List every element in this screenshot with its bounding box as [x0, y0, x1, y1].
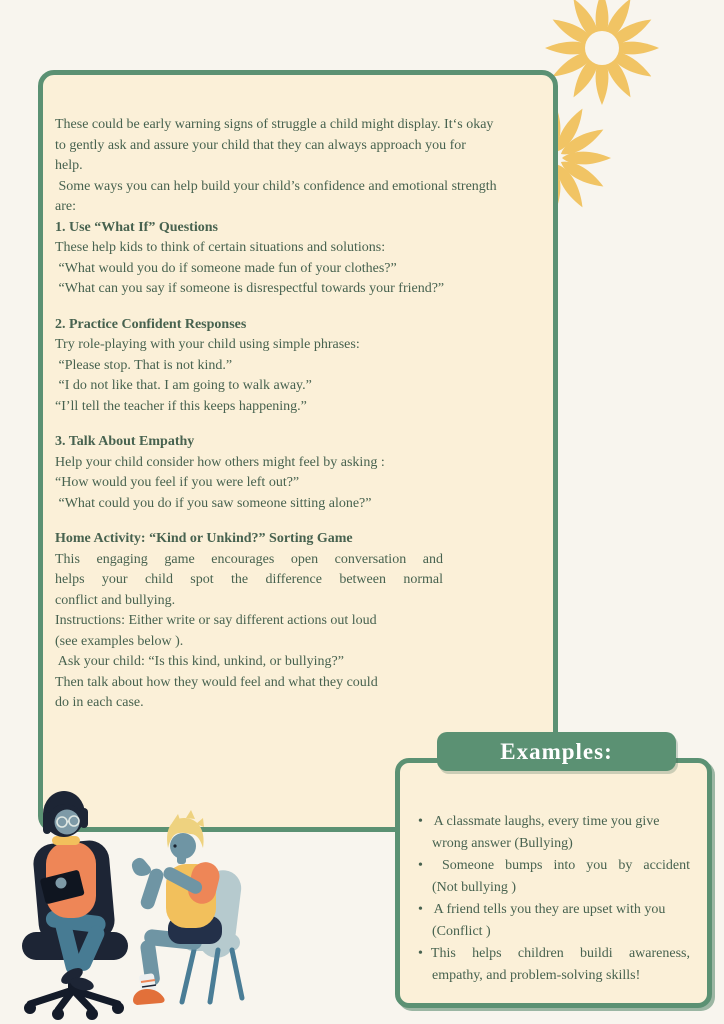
examples-card [395, 758, 712, 1008]
text-line-p: Try role-playing with your child using simple phrases: [55, 337, 360, 352]
text-line-p: are: [55, 199, 76, 214]
text-line-p: to gently ask and assure your child that they can always approach you for [55, 137, 466, 153]
text-line-p: “Please stop. That is not kind.” [55, 357, 233, 373]
examples-title: Examples: [500, 738, 613, 764]
text-line-p: “I’ll tell the teacher if this keeps happening.” [55, 398, 307, 414]
examples-title-bar [437, 732, 676, 771]
example-line-bc: (Conflict ) [432, 924, 491, 939]
example-line-bc: empathy, and problem-solving skills! [432, 968, 641, 983]
text-line-p: Then talk about how they would feel and what they could [55, 674, 378, 690]
text-line-p: Ask your child: “Is this kind, unkind, or bullying?” [55, 654, 344, 669]
text-line-bold: Home Activity: “Kind or Unkind?” Sorting Game [55, 531, 353, 546]
text-line-p: do in each case. [55, 695, 144, 710]
text-line-bold: 3. Talk About Empathy [55, 434, 195, 449]
text-line-p: “What would you do if someone made fun of your clothes?” [55, 260, 397, 276]
example-line-bj: • This helps children buildi awareness, [418, 943, 690, 965]
text-line-gap [55, 514, 549, 529]
text-line-gap [55, 417, 549, 432]
examples-list [418, 811, 695, 987]
text-line-gap [55, 300, 549, 315]
text-line-pj: helps your child spot the difference between normal [55, 572, 443, 587]
text-line-pj: This engaging game encourages open conversation and [55, 551, 443, 567]
text-line-bold: 1. Use “What If” Questions [55, 219, 218, 235]
child-figure [132, 810, 223, 1005]
main-card [38, 70, 558, 832]
text-line-p: Instructions: Either write or say different actions out loud [55, 613, 377, 628]
example-line-bc: wrong answer (Bullying) [432, 836, 573, 851]
text-line-p: These could be early warning signs of struggle a child might display. It‘s okay [55, 117, 494, 132]
text-line-p: (see examples below ). [55, 633, 184, 649]
counselor-talking-with-child-illustration [6, 786, 258, 1020]
text-line-p: “How would you feel if you were left out?” [55, 475, 300, 490]
flower-center [585, 31, 619, 65]
sunflower-icon [540, 0, 724, 262]
example-line-bj: • Someone bumps into you by accident [418, 855, 690, 877]
guide-content [55, 115, 549, 714]
text-line-bold: 2. Practice Confident Responses [55, 316, 247, 332]
text-line-p: Help your child consider how others might feel by asking : [55, 454, 385, 470]
text-line-p: These help kids to think of certain situations and solutions: [55, 240, 386, 255]
text-line-p: help. [55, 158, 83, 173]
example-line-b: • A classmate laughs, every time you give [418, 811, 695, 833]
text-line-p: “I do not like that. I am going to walk away.” [55, 378, 312, 393]
text-line-p: “What can you say if someone is disrespectful towards your friend?” [55, 281, 445, 296]
example-line-bc: (Not bullying ) [432, 880, 516, 895]
text-line-p: conflict and bullying. [55, 592, 176, 608]
example-line-b: • A friend tells you they are upset with you [418, 899, 695, 921]
text-line-p: Some ways you can help build your child’s confidence and emotional strength [55, 178, 497, 194]
text-line-p: “What could you do if you saw someone sitting alone?” [55, 495, 372, 511]
